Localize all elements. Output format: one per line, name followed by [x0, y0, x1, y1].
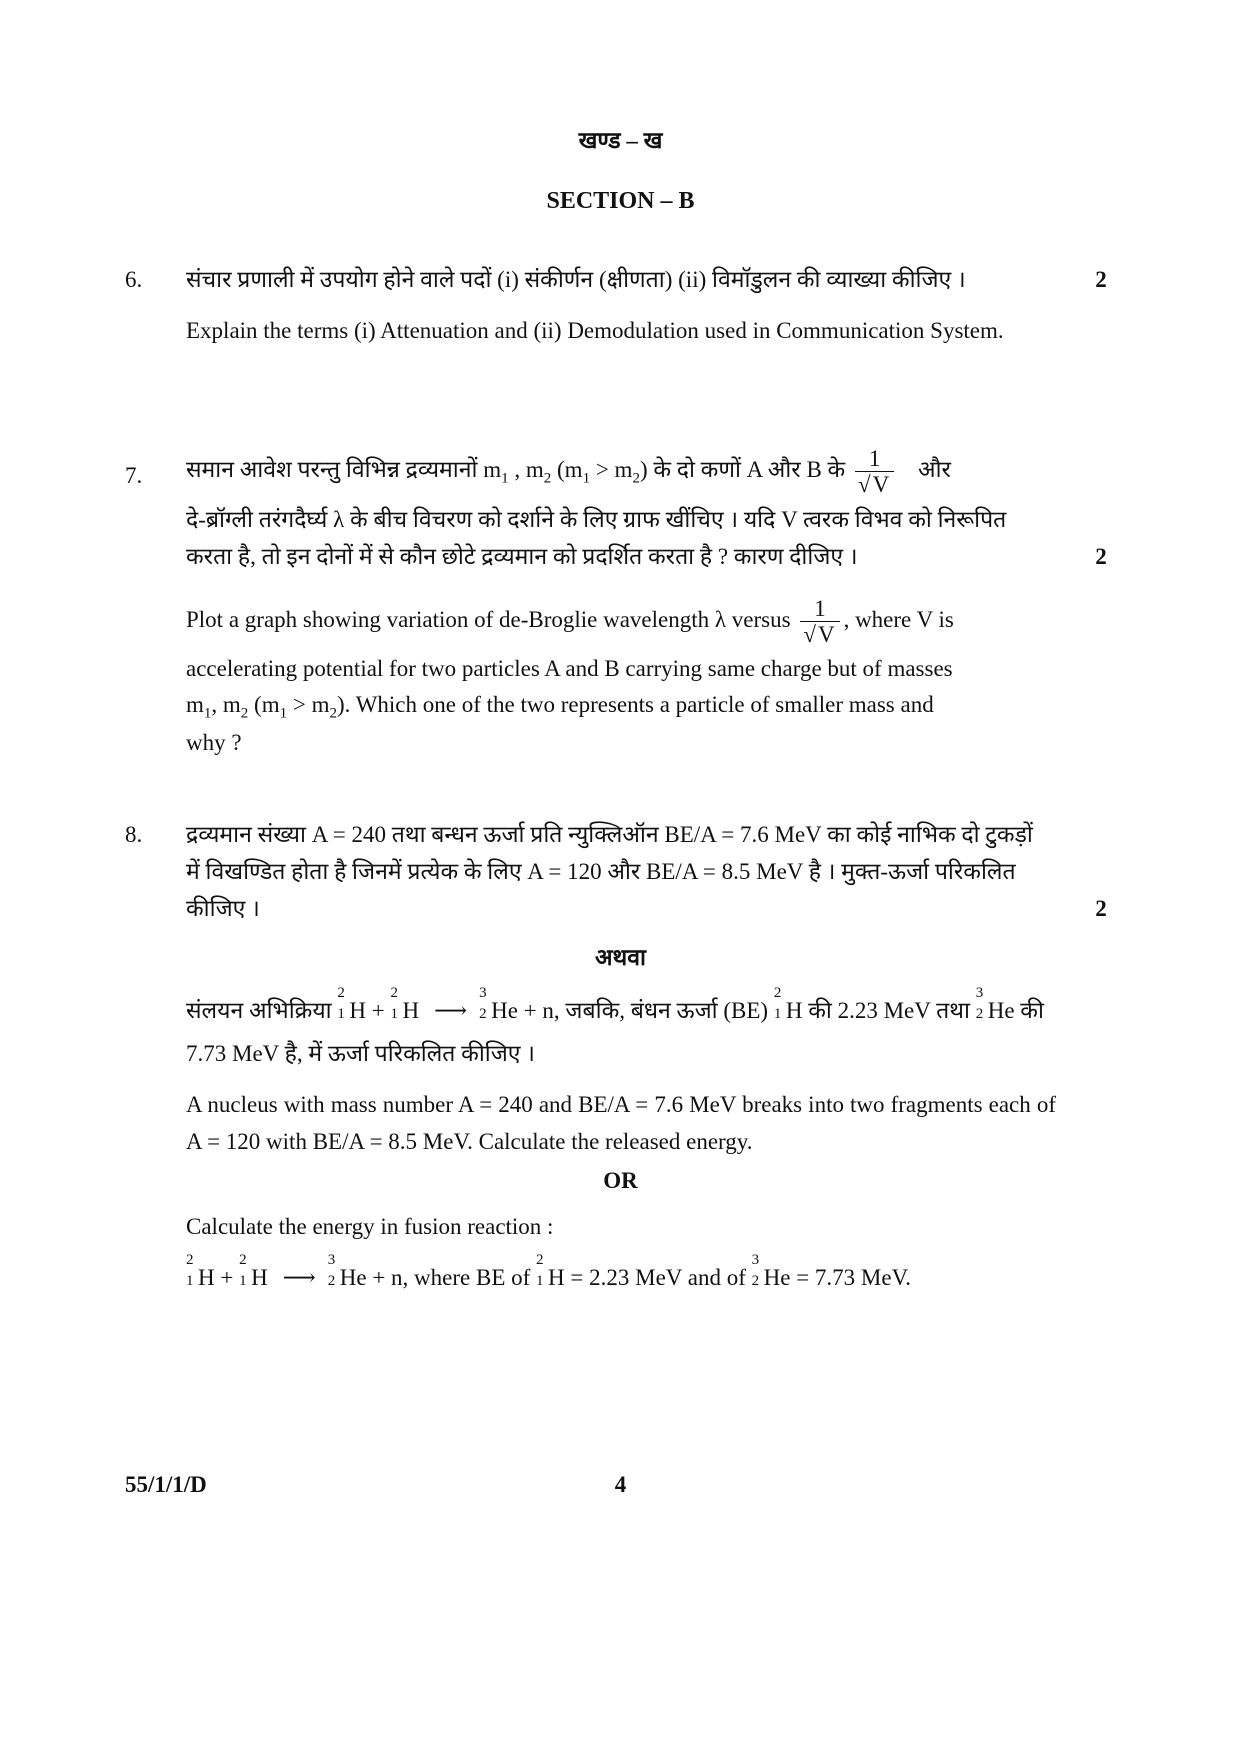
fusion-hindi-text: संलयन अभिक्रिया — [186, 998, 332, 1023]
fraction-denominator — [855, 472, 894, 497]
plus-sign: + — [371, 998, 385, 1023]
fusion-english-equation — [186, 1252, 1056, 1297]
q7-hindi-text: > m — [590, 457, 633, 483]
isotope-h2 — [337, 985, 349, 1022]
fusion-english-text: = 2.23 MeV and of — [570, 1265, 746, 1290]
q7-english-text: Plot a graph showing variation of de-Broglie wavelength λ versus — [186, 607, 791, 633]
element-symbol: H — [402, 998, 420, 1023]
question-7-number: 7. — [125, 463, 143, 488]
question-7-english-line-3 — [186, 687, 1056, 726]
q7-hindi-text: ) के दो कणों A और B के — [639, 457, 846, 483]
atomic-number: 2 — [751, 1273, 760, 1289]
q7-english-text: , m — [211, 692, 241, 717]
question-8-english: A nucleus with mass number A = 240 and BE/A = 7.6 MeV breaks into two fragments each of A = 120 with BE/A = 8.5 MeV. Calculate the released energy. — [186, 1092, 1056, 1154]
mass-number: 2 — [536, 1252, 544, 1268]
q7-english-text: m — [186, 692, 204, 717]
neutron-symbol: n — [391, 1265, 403, 1290]
subscript: 1 — [582, 470, 591, 487]
fusion-english-text: = 7.73 MeV. — [796, 1265, 911, 1290]
fraction-numerator: 1 — [800, 596, 839, 622]
reaction-arrow: ⟶ — [434, 998, 465, 1023]
plus-sign: + — [372, 1265, 386, 1290]
mass-number: 3 — [975, 985, 984, 1001]
q7-english-text: ). Which one of the two represents a particle of smaller mass and — [336, 692, 934, 717]
mass-number: 2 — [186, 1252, 194, 1268]
section-heading-english: SECTION – B — [546, 188, 695, 214]
mass-number: 3 — [479, 985, 487, 1001]
subscript: 1 — [203, 705, 212, 722]
atomic-number: 2 — [975, 1006, 984, 1022]
mass-number: 2 — [337, 985, 345, 1001]
q7-hindi-text: (m — [551, 457, 583, 483]
subscript: 2 — [632, 470, 640, 487]
atomic-number: 1 — [773, 1006, 782, 1022]
radicand: V — [872, 472, 890, 498]
paper-code: 55/1/1/D — [125, 1472, 207, 1497]
radicand: V — [817, 622, 835, 648]
q7-hindi-text: समान आवेश परन्तु विभिन्न द्रव्यमानों m — [186, 457, 502, 483]
mass-number: 3 — [327, 1252, 336, 1268]
subscript: 2 — [329, 705, 337, 722]
subscript: 2 — [543, 470, 552, 487]
q7-english-text: > m — [287, 692, 330, 717]
fusion-hindi-line-1 — [186, 985, 1056, 1030]
fusion-english-text: , where BE of — [402, 1265, 531, 1290]
isotope-h2 — [390, 985, 402, 1022]
page-number: 4 — [614, 1472, 627, 1497]
question-7-english-line-2: accelerating potential for two particles A and B carrying same charge but of masses — [186, 656, 953, 681]
element-symbol: H — [251, 1265, 268, 1290]
question-7-hindi-line-1 — [186, 446, 1056, 498]
question-7-marks: 2 — [1095, 544, 1107, 569]
fraction-denominator — [800, 622, 839, 647]
question-8-number: 8. — [125, 822, 143, 847]
atomic-number: 1 — [390, 1006, 398, 1022]
isotope-h2 — [536, 1252, 548, 1289]
isotope-he3 — [479, 985, 491, 1022]
question-8-hindi-line-3: कीजिए । — [186, 896, 260, 921]
subscript: 1 — [279, 705, 288, 722]
q7-hindi-text: , m — [508, 457, 544, 483]
fusion-hindi-line-2: 7.73 MeV है, में ऊर्जा परिकलित कीजिए । — [186, 1041, 535, 1066]
element-symbol: H — [548, 1265, 565, 1290]
fraction-numerator: 1 — [855, 446, 894, 472]
atomic-number: 1 — [536, 1273, 544, 1289]
fusion-hindi-text: , जबकि, बंधन ऊर्जा (BE) — [553, 998, 769, 1023]
or-english-label: OR — [603, 1168, 638, 1193]
element-symbol: H — [198, 1265, 215, 1290]
reaction-arrow: ⟶ — [282, 1265, 313, 1290]
sqrt-symbol: √ — [857, 472, 871, 498]
atomic-number: 2 — [327, 1273, 336, 1289]
isotope-he3 — [751, 1252, 764, 1289]
question-6-marks: 2 — [1095, 267, 1107, 292]
question-6-hindi: संचार प्रणाली में उपयोग होने वाले पदों (i) संकीर्णन (क्षीणता) (ii) विमॉडुलन की व्याख्या कीजिए । — [186, 267, 966, 292]
isotope-h2 — [773, 985, 786, 1022]
question-7-english-line-1 — [186, 596, 1056, 648]
fraction-one-over-root-v — [855, 446, 894, 498]
mass-number: 2 — [239, 1252, 247, 1268]
neutron-symbol: n — [542, 998, 554, 1023]
plus-sign: + — [523, 998, 537, 1023]
atomic-number: 1 — [239, 1273, 247, 1289]
isotope-h2 — [186, 1252, 198, 1289]
fusion-english-intro: Calculate the energy in fusion reaction : — [186, 1214, 554, 1239]
question-7-hindi-line-3: करता है, तो इन दोनों में से कौन छोटे द्रव्यमान को प्रदर्शित करता है ? कारण दीजिए । — [186, 544, 858, 569]
fusion-hindi-text: की — [1020, 998, 1044, 1023]
isotope-h2 — [239, 1252, 251, 1289]
question-7-hindi-line-2: दे-ब्रॉग्ली तरंगदैर्घ्य λ के बीच विचरण को दर्शाने के लिए ग्राफ खींचिए । यदि V त्वरक विभव को निरूपित — [186, 507, 1007, 532]
element-symbol: H — [349, 998, 366, 1023]
question-8-marks: 2 — [1095, 896, 1107, 921]
question-8-hindi-line-1: द्रव्यमान संख्या A = 240 तथा बन्धन ऊर्जा प्रति न्युक्लिऑन BE/A = 7.6 MeV का कोई नाभिक दो टुकड़ों — [186, 822, 1033, 847]
or-hindi-label: अथवा — [594, 945, 646, 970]
element-symbol: He — [339, 1265, 367, 1290]
question-6-english: Explain the terms (i) Attenuation and (ii) Demodulation used in Communication System. — [186, 318, 1004, 343]
q7-english-text: (m — [248, 692, 280, 717]
atomic-number: 1 — [186, 1273, 194, 1289]
question-7-english-line-4: why ? — [186, 730, 242, 755]
atomic-number: 2 — [479, 1006, 487, 1022]
element-symbol: He — [491, 998, 518, 1023]
question-6-number: 6. — [125, 267, 143, 292]
element-symbol: H — [785, 998, 803, 1023]
q7-hindi-text: और — [917, 457, 951, 483]
element-symbol: He — [987, 998, 1015, 1023]
isotope-he3 — [975, 985, 988, 1022]
section-heading-hindi: खण्ड – ख — [578, 128, 663, 153]
fraction-one-over-root-v — [800, 596, 839, 648]
atomic-number: 1 — [337, 1006, 345, 1022]
q7-english-text: , where V is — [843, 607, 954, 633]
mass-number: 2 — [773, 985, 782, 1001]
isotope-he3 — [327, 1252, 340, 1289]
plus-sign: + — [220, 1265, 234, 1290]
sqrt-symbol: √ — [803, 622, 816, 648]
element-symbol: He — [763, 1265, 791, 1290]
mass-number: 3 — [751, 1252, 760, 1268]
question-8-hindi-line-2: में विखण्डित होता है जिनमें प्रत्येक के लिए A = 120 और BE/A = 8.5 MeV है । मुक्त-ऊर्जा परिकलित — [186, 859, 1016, 884]
subscript: 2 — [240, 705, 249, 722]
mass-number: 2 — [390, 985, 398, 1001]
subscript: 1 — [501, 470, 509, 487]
fusion-hindi-text: की 2.23 MeV तथा — [808, 998, 970, 1023]
